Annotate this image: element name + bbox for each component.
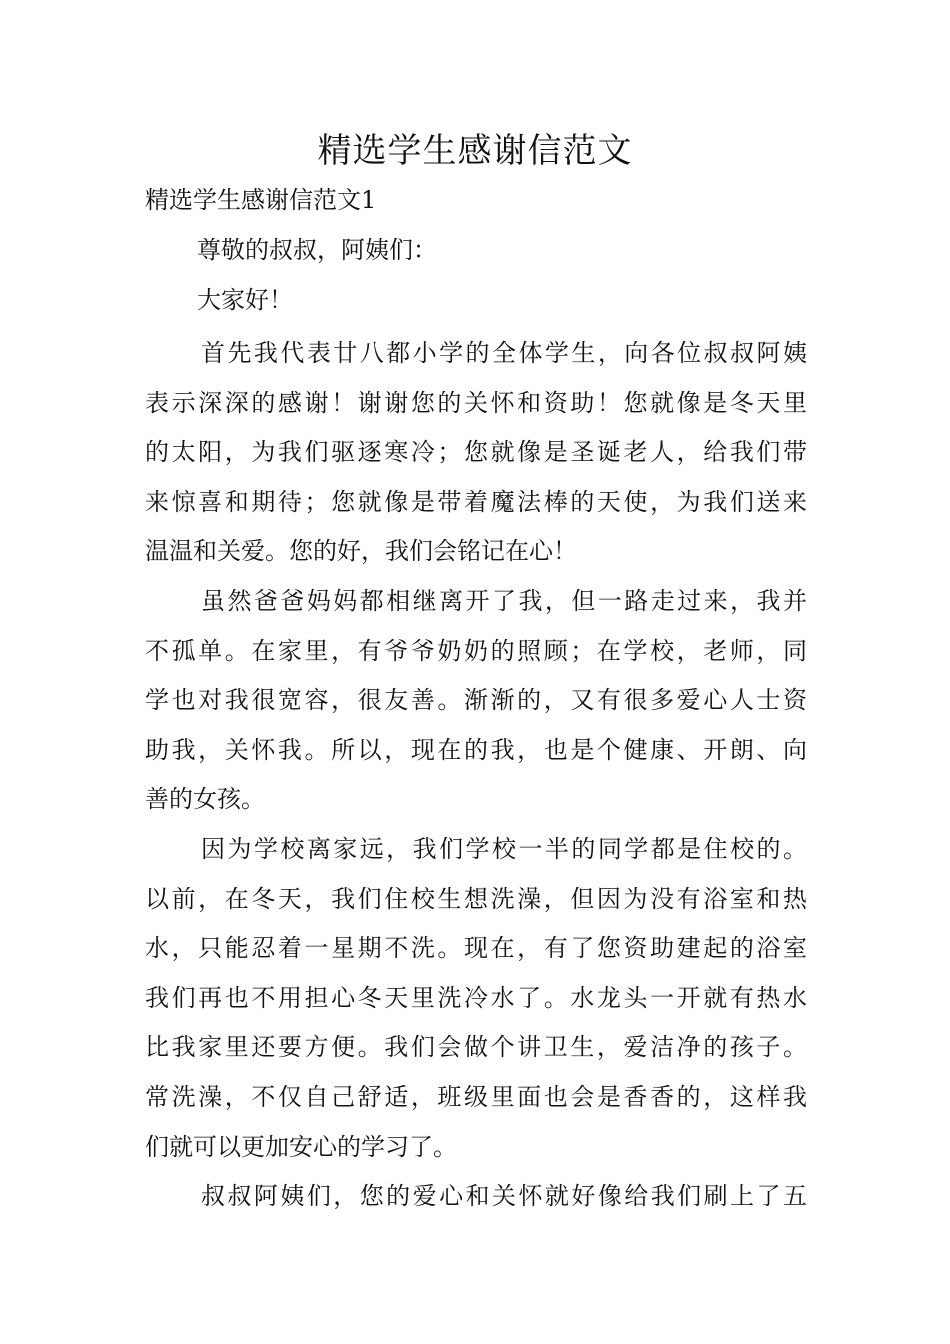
text-line: 因为学校离家远，我们学校一半的同学都是住校的。	[201, 834, 807, 863]
paragraph-2	[145, 577, 807, 825]
text-line: 表示深深的感谢！谢谢您的关怀和资助！您就像是冬天里	[145, 388, 807, 417]
text-line: 不孤单。在家里，有爷爷奶奶的照顾；在学校，老师，同	[145, 636, 807, 665]
text-line: 以前，在冬天，我们住校生想洗澡，但因为没有浴室和热	[145, 884, 807, 913]
text-line: 的太阳，为我们驱逐寒冷；您就像是圣诞老人，给我们带	[145, 438, 807, 467]
text-line: 们就可以更加安心的学习了。	[145, 1132, 457, 1161]
text-line: 我们再也不用担心冬天里洗冷水了。水龙头一开就有热水	[145, 983, 807, 1012]
paragraph-3	[145, 825, 807, 1172]
text-line: 善的女孩。	[145, 785, 265, 814]
text-line: 水，只能忍着一星期不洗。现在，有了您资助建起的浴室	[145, 934, 807, 963]
letter-body	[145, 329, 807, 1222]
text-line: 常洗澡，不仅自己舒适，班级里面也会是香香的，这样我	[145, 1082, 807, 1111]
text-line: 学也对我很宽容，很友善。渐渐的，又有很多爱心人士资	[145, 686, 807, 715]
text-line: 叔叔阿姨们，您的爱心和关怀就好像给我们刷上了五	[201, 1182, 807, 1211]
paragraph-4	[145, 1172, 807, 1222]
text-line: 助我，关怀我。所以，现在的我，也是个健康、开朗、向	[145, 735, 807, 764]
text-line: 温温和关爱。您的好，我们会铭记在心！	[145, 537, 577, 566]
document-title: 精选学生感谢信范文	[317, 131, 633, 171]
salutation: 尊敬的叔叔，阿姨们：	[197, 236, 437, 264]
section-heading: 精选学生感谢信范文1	[145, 186, 377, 214]
text-line: 来惊喜和期待；您就像是带着魔法棒的天使，为我们送来	[145, 487, 807, 516]
paragraph-1	[145, 329, 807, 577]
text-line: 比我家里还要方便。我们会做个讲卫生，爱洁净的孩子。	[145, 1033, 807, 1062]
text-line: 首先我代表廿八都小学的全体学生，向各位叔叔阿姨	[201, 339, 807, 367]
greeting: 大家好！	[197, 286, 293, 314]
text-line: 虽然爸爸妈妈都相继离开了我，但一路走过来，我并	[201, 586, 807, 615]
